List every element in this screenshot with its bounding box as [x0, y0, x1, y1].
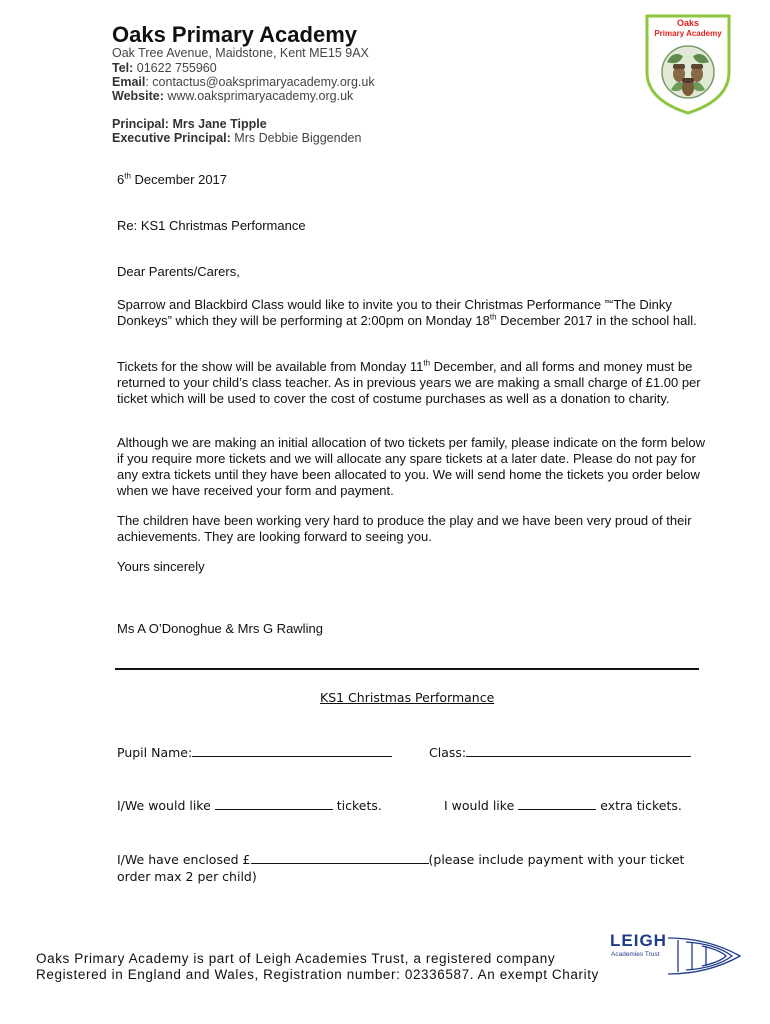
letter-subject: Re: KS1 Christmas Performance	[117, 218, 306, 233]
paragraph-invitation	[117, 297, 707, 329]
pupil-name-label: Pupil Name:	[117, 745, 193, 760]
cut-divider	[115, 668, 699, 670]
p1-text-b: December 2017 in the school hall.	[496, 313, 697, 328]
letter-signature: Ms A O’Donoghue & Mrs G Rawling	[117, 621, 323, 636]
footer	[36, 951, 599, 983]
tickets-label-b: tickets.	[332, 798, 382, 813]
leigh-logo	[608, 930, 748, 980]
date-suffix: th	[124, 171, 131, 181]
acorn-shield-icon	[662, 46, 714, 98]
class-field[interactable]	[466, 744, 691, 757]
enclosed-amount-field[interactable]	[251, 851, 429, 864]
school-address: Oak Tree Avenue, Maidstone, Kent ME15 9AX	[112, 46, 369, 60]
school-logo	[643, 12, 733, 116]
p2-text-b: December, and all forms and money must be returned to your child’s class teacher. As in previous years we are making a small charge of £1.00 per ticket which will be used to cover the cost of costume purchases as well as a donation to charity.	[117, 359, 701, 406]
paragraph-allocation: Although we are making an initial allocation of two tickets per family, please indicate on the form below if you require more tickets and we will allocate any spare tickets at a later date. Please do not pay for any extra tickets until they have been allocated to you. We will send home the tickets you order below when we have received your form and payment.	[117, 435, 705, 498]
leigh-name: LEIGH	[610, 931, 667, 950]
p2-sup: th	[423, 358, 431, 368]
date-day: 6	[117, 172, 125, 187]
paragraph-achievements: The children have been working very hard to produce the play and we have been very proud of their achievements. They are looking forward to seeing you.	[117, 513, 692, 544]
letter-date	[117, 172, 227, 188]
extra-tickets-label-a: I would like	[444, 798, 519, 813]
school-tel	[112, 61, 217, 75]
p2-text-a: Tickets for the show will be available from Monday 11	[117, 359, 424, 374]
enclosed-note: order max 2 per child)	[117, 869, 257, 884]
website-value: www.oaksprimaryacademy.org.uk	[163, 89, 354, 103]
website-label: Website:	[112, 89, 164, 103]
p1-sup: th	[489, 312, 497, 322]
logo-line2: Primary Academy	[654, 29, 722, 38]
leigh-sub: Academies Trust	[611, 951, 660, 958]
tickets-label-a: I/We would like	[117, 798, 215, 813]
exec-principal-value: Mrs Debbie Biggenden	[230, 131, 362, 145]
enclosed-row	[117, 851, 684, 867]
logo-line1: Oaks	[676, 18, 700, 28]
tel-value: 01622 755960	[133, 61, 217, 75]
pupil-name-field[interactable]	[192, 744, 392, 757]
extra-tickets-label-b: extra tickets.	[596, 798, 682, 813]
date-rest: December 2017	[130, 172, 228, 187]
principal-label: Principal:	[112, 117, 169, 131]
enclosed-label-b: (please include payment with your ticket	[428, 852, 685, 867]
principal	[112, 117, 267, 131]
email-value: : contactus@oaksprimaryacademy.org.uk	[145, 75, 375, 89]
enclosed-label-a: I/We have enclosed £	[117, 852, 251, 867]
extra-tickets-row	[444, 797, 682, 813]
letter-salutation: Dear Parents/Carers,	[117, 264, 240, 279]
footer-line2: Registered in England and Wales, Registration number: 02336587. An exempt Charity	[36, 967, 599, 982]
school-email	[112, 75, 375, 89]
executive-principal	[112, 131, 361, 145]
email-label: Email	[112, 75, 146, 89]
school-name: Oaks Primary Academy	[112, 22, 357, 47]
footer-line1: Oaks Primary Academy is part of Leigh Academies Trust, a registered company	[36, 951, 556, 966]
tel-label: Tel:	[112, 61, 134, 75]
form-title: KS1 Christmas Performance	[320, 690, 495, 705]
p1-text-a: Sparrow and Blackbird Class would like to invite you to their Christmas Performance ”“The Dinky Donkeys” which they will be performing at 2:00pm on Monday 18	[117, 297, 672, 328]
principal-value: Mrs Jane Tipple	[168, 117, 267, 131]
school-website	[112, 89, 353, 103]
tickets-row	[117, 797, 382, 813]
letter-closing: Yours sincerely	[117, 559, 205, 574]
bridge-icon	[668, 938, 740, 974]
class-row	[429, 744, 691, 760]
pupil-name-row	[117, 744, 392, 760]
tickets-field[interactable]	[215, 797, 333, 810]
class-label: Class:	[429, 745, 467, 760]
extra-tickets-field[interactable]	[518, 797, 596, 810]
paragraph-tickets	[117, 359, 707, 407]
exec-principal-label: Executive Principal:	[112, 131, 231, 145]
